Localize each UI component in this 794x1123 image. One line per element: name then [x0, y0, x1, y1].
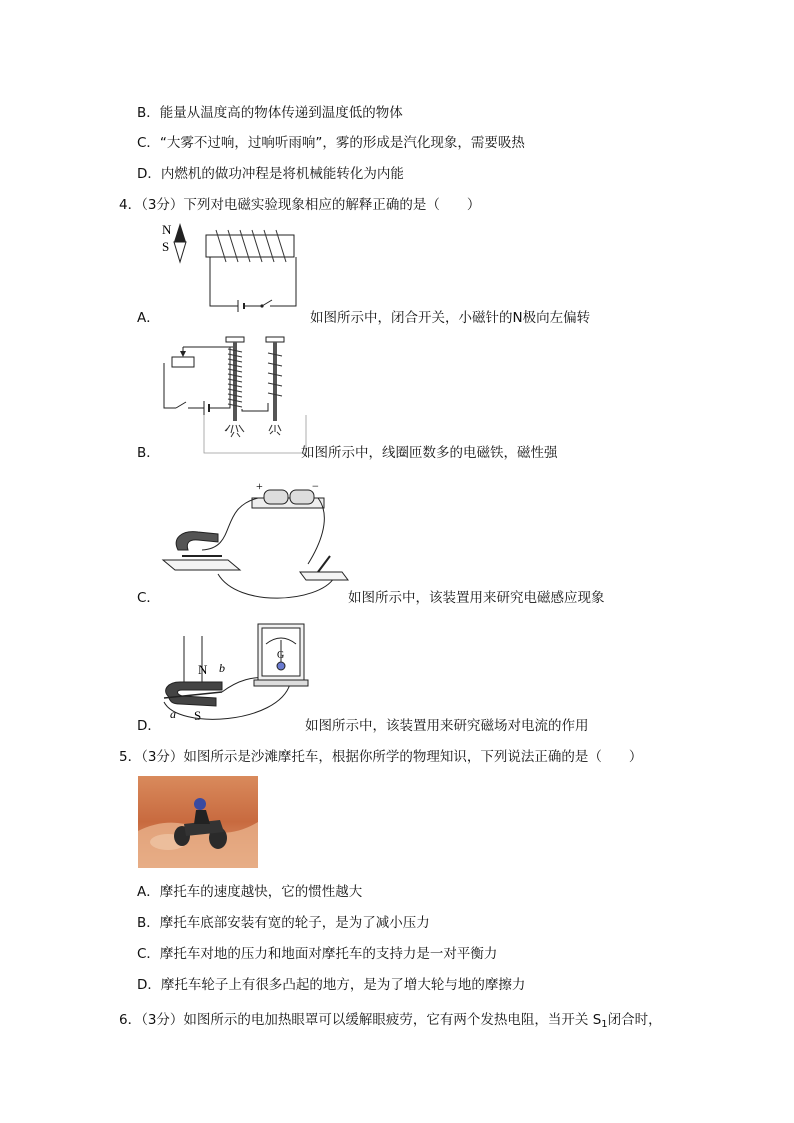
- stand-outline: [204, 415, 306, 453]
- fig-d-b-label: b: [219, 661, 225, 675]
- q4-option-d-text: 如图所示中，该装置用来研究磁场对电流的作用: [305, 718, 589, 734]
- pins-left: [225, 425, 244, 437]
- switch-lever: [318, 556, 330, 572]
- fig-d-n-label: N: [198, 662, 208, 677]
- q5-stem: 5．（3分）如图所示是沙滩摩托车，根据你所学的物理知识，下列说法正确的是（ ）: [119, 749, 643, 765]
- q3-option-b: B．能量从温度高的物体传递到温度低的物体: [137, 105, 403, 121]
- switch-blade: [176, 402, 186, 408]
- q5-option-d: D．摩托车轮子上有很多凸起的地方，是为了增大轮与地的摩擦力: [137, 977, 526, 993]
- pins-right: [269, 425, 281, 435]
- fig-a-s-label: S: [162, 239, 170, 254]
- switch-blade: [262, 300, 272, 306]
- circuit-wire: [210, 257, 296, 306]
- nail-head-left: [226, 337, 244, 342]
- plus-terminal: +: [256, 479, 263, 493]
- horseshoe-magnet: [176, 532, 218, 550]
- q4-option-b-letter: B．: [137, 445, 160, 461]
- cell-1: [264, 490, 288, 504]
- q4-figure-c: [158, 478, 350, 606]
- cell-2: [290, 490, 314, 504]
- fig-d-a-label: a: [170, 707, 176, 721]
- compass-south-tip: [174, 242, 186, 262]
- nail-head-right: [266, 337, 284, 342]
- minus-terminal: −: [312, 479, 319, 493]
- q6-stem: 6．（3分）如图所示的电加热眼罩可以缓解眼疲劳，它有两个发热电阻，当开关 $S_1$闭合时，: [119, 1012, 662, 1030]
- circuit-wire-left: [164, 363, 204, 408]
- fig-d-s-label: S: [194, 708, 202, 723]
- q4-figure-d: [158, 620, 310, 728]
- galvanometer-base: [254, 680, 308, 686]
- switch-pivot: [260, 304, 263, 307]
- q3-option-d: D．内燃机的做功冲程是将机械能转化为内能: [137, 166, 404, 182]
- q5-option-c: C．摩托车对地的压力和地面对摩托车的支持力是一对平衡力: [137, 946, 498, 962]
- q4-option-c-letter: C．: [137, 590, 160, 606]
- q4-stem: 4．（3分）下列对电磁实验现象相应的解释正确的是（ ）: [119, 197, 481, 213]
- q4-option-a-text: 如图所示中，闭合开关，小磁针的N极向左偏转: [310, 310, 591, 326]
- q4-figure-b: [158, 333, 308, 458]
- switch-base: [300, 572, 348, 580]
- base-board: [163, 560, 240, 570]
- horseshoe-magnet: [166, 682, 222, 706]
- q4-option-a-letter: A．: [137, 310, 160, 326]
- q3-option-c: C．“大雾不过响，过响听雨响”，雾的形成是汽化现象，需要吸热: [137, 135, 525, 151]
- q5-option-a: A．摩托车的速度越快，它的惯性越大: [137, 884, 363, 900]
- q4-option-d-letter: D．: [137, 718, 161, 734]
- wire-1: [202, 498, 258, 550]
- q4-figure-a: [158, 218, 308, 318]
- fig-a-n-label: N: [162, 222, 172, 237]
- q4-option-b-text: 如图所示中，线圈匝数多的电磁铁，磁性强: [301, 445, 558, 461]
- q5-atv-photo: [138, 776, 258, 868]
- rider-helmet: [194, 798, 206, 810]
- rheostat: [172, 357, 194, 367]
- q4-option-c-text: 如图所示中，该装置用来研究电磁感应现象: [348, 590, 605, 606]
- galvanometer-g-label: G: [277, 650, 285, 661]
- q5-option-b: B．摩托车底部安装有宽的轮子，是为了减小压力: [137, 915, 430, 931]
- compass-north-tip: [174, 223, 186, 242]
